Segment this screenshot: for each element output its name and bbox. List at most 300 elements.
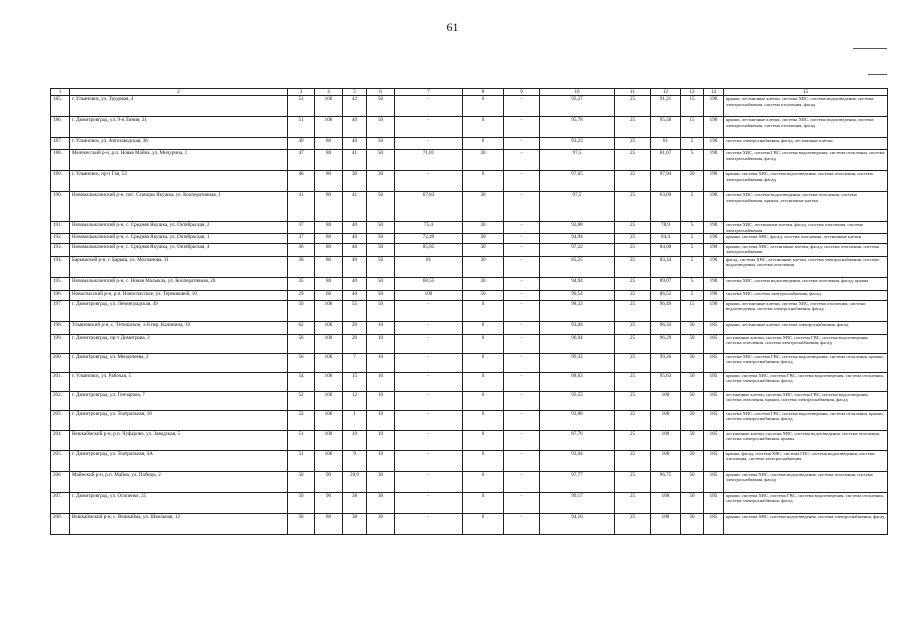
value-cell: 96,29 [651, 334, 681, 353]
row-number: 193. [51, 243, 70, 256]
value-cell: 50 [681, 391, 704, 410]
value-cell: 55 [343, 300, 367, 321]
value-cell: 72,49 [395, 233, 463, 243]
value-cell: 0 [463, 492, 504, 513]
value-cell: 96,75 [651, 471, 681, 492]
value-cell: 96,49 [651, 300, 681, 321]
value-cell: 97,77 [540, 471, 615, 492]
value-cell: 80 [315, 222, 343, 233]
value-cell: 0 [463, 117, 504, 138]
row-number: 190. [51, 192, 70, 222]
table-row [51, 150, 888, 171]
header-cell: 1 [51, 89, 70, 96]
value-cell: 0 [463, 430, 504, 450]
value-cell: 90,54 [540, 290, 615, 300]
value-cell: 0 [463, 372, 504, 391]
value-cell: 100 [315, 96, 343, 117]
value-cell: 56 [288, 353, 315, 372]
works-cell: система ХВС, система ГВС, система водоотведения, система отопления, крыши, система электроснабжения, фасад [724, 410, 888, 430]
value-cell: 25 [615, 171, 651, 192]
value-cell: 50 [681, 171, 704, 192]
value-cell: 88,03 [540, 372, 615, 391]
table-row [51, 233, 888, 243]
value-cell: 30 [343, 171, 367, 192]
value-cell: 25 [615, 471, 651, 492]
value-cell: 94,16 [540, 513, 615, 534]
address-cell: г. Димитровград, ул. 9-я Линия, 21 [70, 117, 288, 138]
row-number: 194. [51, 256, 70, 277]
table-row [51, 96, 888, 117]
value-cell: 15 [681, 300, 704, 321]
value-cell: - [504, 233, 540, 243]
value-cell: - [504, 243, 540, 256]
value-cell: 25 [615, 138, 651, 150]
value-cell: 25 [615, 277, 651, 290]
address-cell: г. Димитровград, пр-т Димитрова, 3 [70, 334, 288, 353]
value-cell: 99,32 [540, 353, 615, 372]
value-cell: 96,94 [540, 334, 615, 353]
value-cell: - [504, 256, 540, 277]
table-row [51, 513, 888, 534]
row-number: 202. [51, 391, 70, 410]
header-cell: 11 [615, 89, 651, 96]
row-number: 196. [51, 290, 70, 300]
table-row [51, 192, 888, 222]
works-cell: лестничные клетки, система ХВС, система ГВС, система водоотведения, система отопления, система электроснабжения, фасад [724, 334, 888, 353]
works-cell: крыши, лестничные клетки, система ХВС, система водоотведения, система электроснабжения, система отопления, фасад [724, 96, 888, 117]
value-cell: 39,9 [343, 471, 367, 492]
value-cell: - [395, 117, 463, 138]
value-cell: 190 [704, 290, 724, 300]
value-cell: 100 [651, 391, 681, 410]
table-row [51, 391, 888, 410]
row-number: 185. [51, 96, 70, 117]
works-cell: лестничные клетки, система ХВС, система водоотведения, система отопления, система электроснабжения, крыша [724, 430, 888, 450]
table-row [51, 222, 888, 233]
value-cell: - [504, 290, 540, 300]
address-cell: Вешкаймский р-н, р.п. Чуфарово, ул. Заводская, 5 [70, 430, 288, 450]
value-cell: 15 [681, 117, 704, 138]
value-cell: 30 [463, 277, 504, 290]
works-cell: система ХВС, система водоотведения, система отопления, фасад, крыша [724, 277, 888, 290]
value-cell: 84,4 [651, 233, 681, 243]
value-cell: 25 [615, 321, 651, 334]
value-cell: - [504, 471, 540, 492]
value-cell: - [504, 391, 540, 410]
value-cell: - [395, 353, 463, 372]
address-cell: г. Ульяновск, пр-т Гая, 53 [70, 171, 288, 192]
value-cell: 5 [681, 233, 704, 243]
value-cell: - [395, 171, 463, 192]
value-cell: 100 [315, 300, 343, 321]
works-cell: крыши, система ХВС, фасад, система отопления, лестничные клетки [724, 233, 888, 243]
value-cell: - [395, 334, 463, 353]
value-cell: - [395, 450, 463, 471]
value-cell: 185 [704, 410, 724, 430]
value-cell: 0 [463, 171, 504, 192]
value-cell: 29 [288, 290, 315, 300]
works-cell: крыши, система ХВС, система водоотведения, система электроснабжения, фасад [724, 513, 888, 534]
works-cell: крыши, лестничные клетки, система ХВС, система водоотведения, система электроснабжения, система отопления, фасад [724, 117, 888, 138]
value-cell: 94,94 [540, 277, 615, 290]
row-number: 186. [51, 117, 70, 138]
value-cell: - [395, 471, 463, 492]
row-number: 188. [51, 150, 70, 171]
address-cell: Ульяновский р-н, с. Тетюшское, 1-й пер. Калинина, 19 [70, 321, 288, 334]
value-cell: 81 [651, 138, 681, 150]
value-cell: 185 [704, 353, 724, 372]
value-cell: 80 [315, 513, 343, 534]
value-cell: - [504, 450, 540, 471]
value-cell: 10 [367, 321, 395, 334]
value-cell: 25 [615, 96, 651, 117]
value-cell: 81,67 [651, 150, 681, 171]
table-row [51, 171, 888, 192]
value-cell: 10 [367, 430, 395, 450]
address-cell: г. Димитровград, ул. Театральная, 4А [70, 450, 288, 471]
row-number: 203. [51, 410, 70, 430]
value-cell: 85,25 [540, 256, 615, 277]
value-cell: 5 [681, 256, 704, 277]
address-cell: г. Димитровград, ул. Осипенко, 25 [70, 492, 288, 513]
value-cell: - [395, 430, 463, 450]
value-cell: 100 [651, 430, 681, 450]
value-cell: 100 [315, 430, 343, 450]
table-row [51, 277, 888, 290]
value-cell: 190 [704, 256, 724, 277]
value-cell: 5 [681, 192, 704, 222]
value-cell: 51 [288, 450, 315, 471]
value-cell: 40 [343, 117, 367, 138]
row-number: 204. [51, 430, 70, 450]
table-row [51, 117, 888, 138]
table-row [51, 243, 888, 256]
value-cell: 5 [681, 150, 704, 171]
table-row [51, 290, 888, 300]
value-cell: 91,21 [651, 96, 681, 117]
value-cell: 54 [288, 372, 315, 391]
address-cell: г. Ульяновск, ул. Трудовая, 4 [70, 96, 288, 117]
row-number: 192. [51, 233, 70, 243]
value-cell: 40 [343, 290, 367, 300]
value-cell: 25 [615, 513, 651, 534]
value-cell: 90 [315, 471, 343, 492]
row-number: 205. [51, 450, 70, 471]
value-cell: 0 [463, 471, 504, 492]
value-cell: 50 [288, 513, 315, 534]
value-cell: 30 [463, 243, 504, 256]
table-row [51, 138, 888, 150]
value-cell: 52 [288, 391, 315, 410]
value-cell: 190 [704, 243, 724, 256]
value-cell: 25 [615, 430, 651, 450]
value-cell: - [395, 321, 463, 334]
address-cell: Барышский р-н, г. Барыш, ул. Молчанова, 31 [70, 256, 288, 277]
value-cell: - [395, 492, 463, 513]
value-cell: 68,55 [395, 277, 463, 290]
value-cell: 96,33 [651, 321, 681, 334]
page-number: 61 [446, 20, 459, 34]
value-cell: 50 [463, 290, 504, 300]
value-cell: 30 [367, 492, 395, 513]
works-cell: система ХВС, система электроснабжения, фасад [724, 290, 888, 300]
value-cell: 15 [343, 372, 367, 391]
value-cell: 50 [288, 471, 315, 492]
value-cell: 84,08 [651, 243, 681, 256]
value-cell: - [504, 171, 540, 192]
value-cell: 25 [615, 492, 651, 513]
header-cell: 6 [367, 89, 395, 96]
value-cell: 12 [343, 391, 367, 410]
value-cell: 50 [681, 321, 704, 334]
table-row [51, 450, 888, 471]
value-cell: 5 [681, 222, 704, 233]
value-cell: - [504, 222, 540, 233]
value-cell: 25 [615, 117, 651, 138]
value-cell: 50 [367, 192, 395, 222]
row-number: 187. [51, 138, 70, 150]
value-cell: 87,76 [540, 430, 615, 450]
value-cell: 80 [315, 277, 343, 290]
value-cell: - [504, 117, 540, 138]
value-cell: 0 [463, 321, 504, 334]
value-cell: 10 [367, 372, 395, 391]
value-cell: - [395, 410, 463, 430]
row-number: 201. [51, 372, 70, 391]
table-row [51, 372, 888, 391]
address-cell: Новомалыклинский р-н, с. Средняя Якушка, ул. Октябрьская, 4 [70, 243, 288, 256]
value-cell: 41 [343, 192, 367, 222]
value-cell: - [504, 430, 540, 450]
value-cell: 93,88 [540, 222, 615, 233]
value-cell: - [504, 277, 540, 290]
row-number: 195. [51, 277, 70, 290]
works-cell: крыши, система ХВС, система ГВС, система водоотведения, система отопления, система электроснабжения, фасад [724, 372, 888, 391]
value-cell: 97,22 [540, 243, 615, 256]
address-cell: г. Димитровград, ул. Театральная, 10 [70, 410, 288, 430]
value-cell: 19 [343, 430, 367, 450]
address-cell: Майнский р-н, р.п. Майна, ул. Победы, 2 [70, 471, 288, 492]
value-cell: 25 [615, 334, 651, 353]
value-cell: 25 [615, 243, 651, 256]
value-cell: 0 [463, 300, 504, 321]
value-cell: 100 [315, 353, 343, 372]
value-cell: 25 [615, 192, 651, 222]
value-cell: 190 [704, 192, 724, 222]
value-cell: 30 [463, 256, 504, 277]
value-cell: 50 [681, 513, 704, 534]
value-cell: 190 [704, 96, 724, 117]
value-cell: 40 [343, 256, 367, 277]
value-cell: 36 [288, 256, 315, 277]
value-cell: 98,33 [540, 300, 615, 321]
value-cell: 1 [343, 410, 367, 430]
value-cell: 94,94 [540, 233, 615, 243]
address-cell: Новомалыклинский р-н, с. Средняя Якушка, ул. Октябрьская, 1 [70, 233, 288, 243]
address-cell: г. Димитровград, ул. Менделеева, 2 [70, 353, 288, 372]
value-cell: 190 [704, 117, 724, 138]
row-number: 206. [51, 471, 70, 492]
address-cell: Новомалыклинский р-н, пос. Станции Якушка, ул. Кооперативная, 1 [70, 192, 288, 222]
value-cell: - [395, 300, 463, 321]
value-cell: 75,4 [395, 222, 463, 233]
value-cell: 185 [704, 492, 724, 513]
value-cell: 25 [615, 450, 651, 471]
header-cell: 12 [651, 89, 681, 96]
row-number: 198. [51, 321, 70, 334]
value-cell: 95,55 [540, 391, 615, 410]
value-cell: - [504, 96, 540, 117]
works-cell: система ХВС, система ГВС, система водоотведения, система отопления, система электроснабжения, фасад [724, 150, 888, 171]
value-cell: 185 [704, 430, 724, 450]
value-cell: 51 [288, 117, 315, 138]
address-cell: г. Ульяновск, ул. Рабочая, 5 [70, 372, 288, 391]
value-cell: 50 [367, 117, 395, 138]
value-cell: 36 [288, 243, 315, 256]
works-cell: крыши, система ХВС, лестничные клетки, фасад, система отопления, система электроснабжения [724, 243, 888, 256]
value-cell: 190 [704, 150, 724, 171]
value-cell: 80 [315, 243, 343, 256]
value-cell: 78,9 [651, 222, 681, 233]
value-cell: 37 [288, 233, 315, 243]
value-cell: 190 [704, 233, 724, 243]
value-cell: 50 [367, 277, 395, 290]
address-cell: Мелекесский р-н, р.п. Новая Майна, ул. Мичурина, 1 [70, 150, 288, 171]
value-cell: 40 [343, 138, 367, 150]
value-cell: 30 [463, 150, 504, 171]
value-cell: 50 [681, 353, 704, 372]
value-cell: 97,5 [540, 192, 615, 222]
value-cell: 81 [395, 256, 463, 277]
value-cell: 50 [681, 450, 704, 471]
value-cell: 185 [704, 321, 724, 334]
address-cell: г. Димитровград, ул. Гончарова, 7 [70, 391, 288, 410]
value-cell: 80 [315, 171, 343, 192]
value-cell: - [504, 300, 540, 321]
value-cell: 40 [343, 243, 367, 256]
value-cell: 190 [704, 277, 724, 290]
value-cell: 0 [463, 513, 504, 534]
row-number: 207. [51, 492, 70, 513]
table-row [51, 300, 888, 321]
value-cell: 5 [681, 277, 704, 290]
value-cell: 46 [288, 171, 315, 192]
value-cell: 99,26 [651, 353, 681, 372]
value-cell: 49 [288, 138, 315, 150]
value-cell: 20 [343, 334, 367, 353]
value-cell: - [504, 513, 540, 534]
value-cell: 62 [288, 321, 315, 334]
value-cell: 40 [343, 233, 367, 243]
value-cell: 50 [367, 256, 395, 277]
value-cell: 71,81 [395, 150, 463, 171]
row-number: 199. [51, 334, 70, 353]
housing-table [50, 88, 888, 535]
table-row [51, 321, 888, 334]
value-cell: 41 [343, 150, 367, 171]
value-cell: 50 [367, 96, 395, 117]
value-cell: 50 [367, 150, 395, 171]
address-cell: Вешкаймский р-н, с. Вешкайма, ул. Школьная, 12 [70, 513, 288, 534]
value-cell: 47 [288, 150, 315, 171]
header-cell: 14 [704, 89, 724, 96]
works-cell: лестничные клетки, система ХВС, система ГВС, система водоотведения, система отопления, крыши, система электроснабжения, фасад [724, 391, 888, 410]
table-row [51, 353, 888, 372]
value-cell: 25 [615, 290, 651, 300]
value-cell: 0 [463, 410, 504, 430]
value-cell: 97,5 [540, 150, 615, 171]
value-cell: 25 [615, 410, 651, 430]
value-cell: 93,88 [540, 410, 615, 430]
value-cell: - [504, 353, 540, 372]
value-cell: - [395, 513, 463, 534]
value-cell: 51 [288, 430, 315, 450]
value-cell: 80 [315, 138, 343, 150]
header-cell: 4 [315, 89, 343, 96]
value-cell: 67,83 [395, 192, 463, 222]
header-cell: 9 [504, 89, 540, 96]
table-row [51, 410, 888, 430]
value-cell: 190 [704, 300, 724, 321]
value-cell: - [504, 192, 540, 222]
table-row [51, 471, 888, 492]
value-cell: 100 [651, 450, 681, 471]
value-cell: 25 [615, 150, 651, 171]
value-cell: 25 [615, 300, 651, 321]
works-cell: крыши, система ХВС, система ГВС, система водоотведения, система отопления, система электроснабжения, фасад [724, 492, 888, 513]
value-cell: - [395, 96, 463, 117]
value-cell: 38 [343, 513, 367, 534]
row-number: 208. [51, 513, 70, 534]
value-cell: 10 [367, 353, 395, 372]
value-cell: 95,63 [651, 372, 681, 391]
value-cell: 50 [681, 372, 704, 391]
value-cell: 5 [681, 290, 704, 300]
value-cell: 56 [288, 334, 315, 353]
value-cell: 100 [315, 391, 343, 410]
value-cell: 80 [315, 150, 343, 171]
value-cell: 25 [615, 391, 651, 410]
value-cell: 100 [315, 372, 343, 391]
value-cell: 185 [704, 334, 724, 353]
value-cell: 30 [463, 233, 504, 243]
value-cell: - [395, 138, 463, 150]
value-cell: 185 [704, 513, 724, 534]
value-cell: - [504, 410, 540, 430]
value-cell: 190 [704, 171, 724, 192]
value-cell: 25 [615, 372, 651, 391]
works-cell: крыша, фасад, система ХВС, система ГВС, система водоотведения, система отопления, система электроснабжения [724, 450, 888, 471]
value-cell: 80 [315, 233, 343, 243]
works-cell: система ХВС, система водоотведения, система отопления, система электроснабжения, крыши, лестничные клетки [724, 192, 888, 222]
works-cell: система электроснабжения, фасад, лестничные клетки [724, 138, 888, 150]
value-cell: 95,27 [540, 96, 615, 117]
value-cell: 100 [315, 117, 343, 138]
value-cell: 10 [367, 391, 395, 410]
value-cell: 100 [651, 492, 681, 513]
value-cell: 185 [704, 471, 724, 492]
value-cell: 41 [288, 192, 315, 222]
value-cell: 100 [651, 410, 681, 430]
works-cell: фасад, система ХВС, лестничные клетки, система электроснабжения, система водоотведения, система отопления [724, 256, 888, 277]
value-cell: 0 [463, 96, 504, 117]
value-cell: 50 [367, 222, 395, 233]
value-cell: 185 [704, 391, 724, 410]
value-cell: 95,58 [651, 117, 681, 138]
value-cell: 51 [288, 96, 315, 117]
value-cell: 0 [463, 353, 504, 372]
value-cell: 185 [704, 450, 724, 471]
